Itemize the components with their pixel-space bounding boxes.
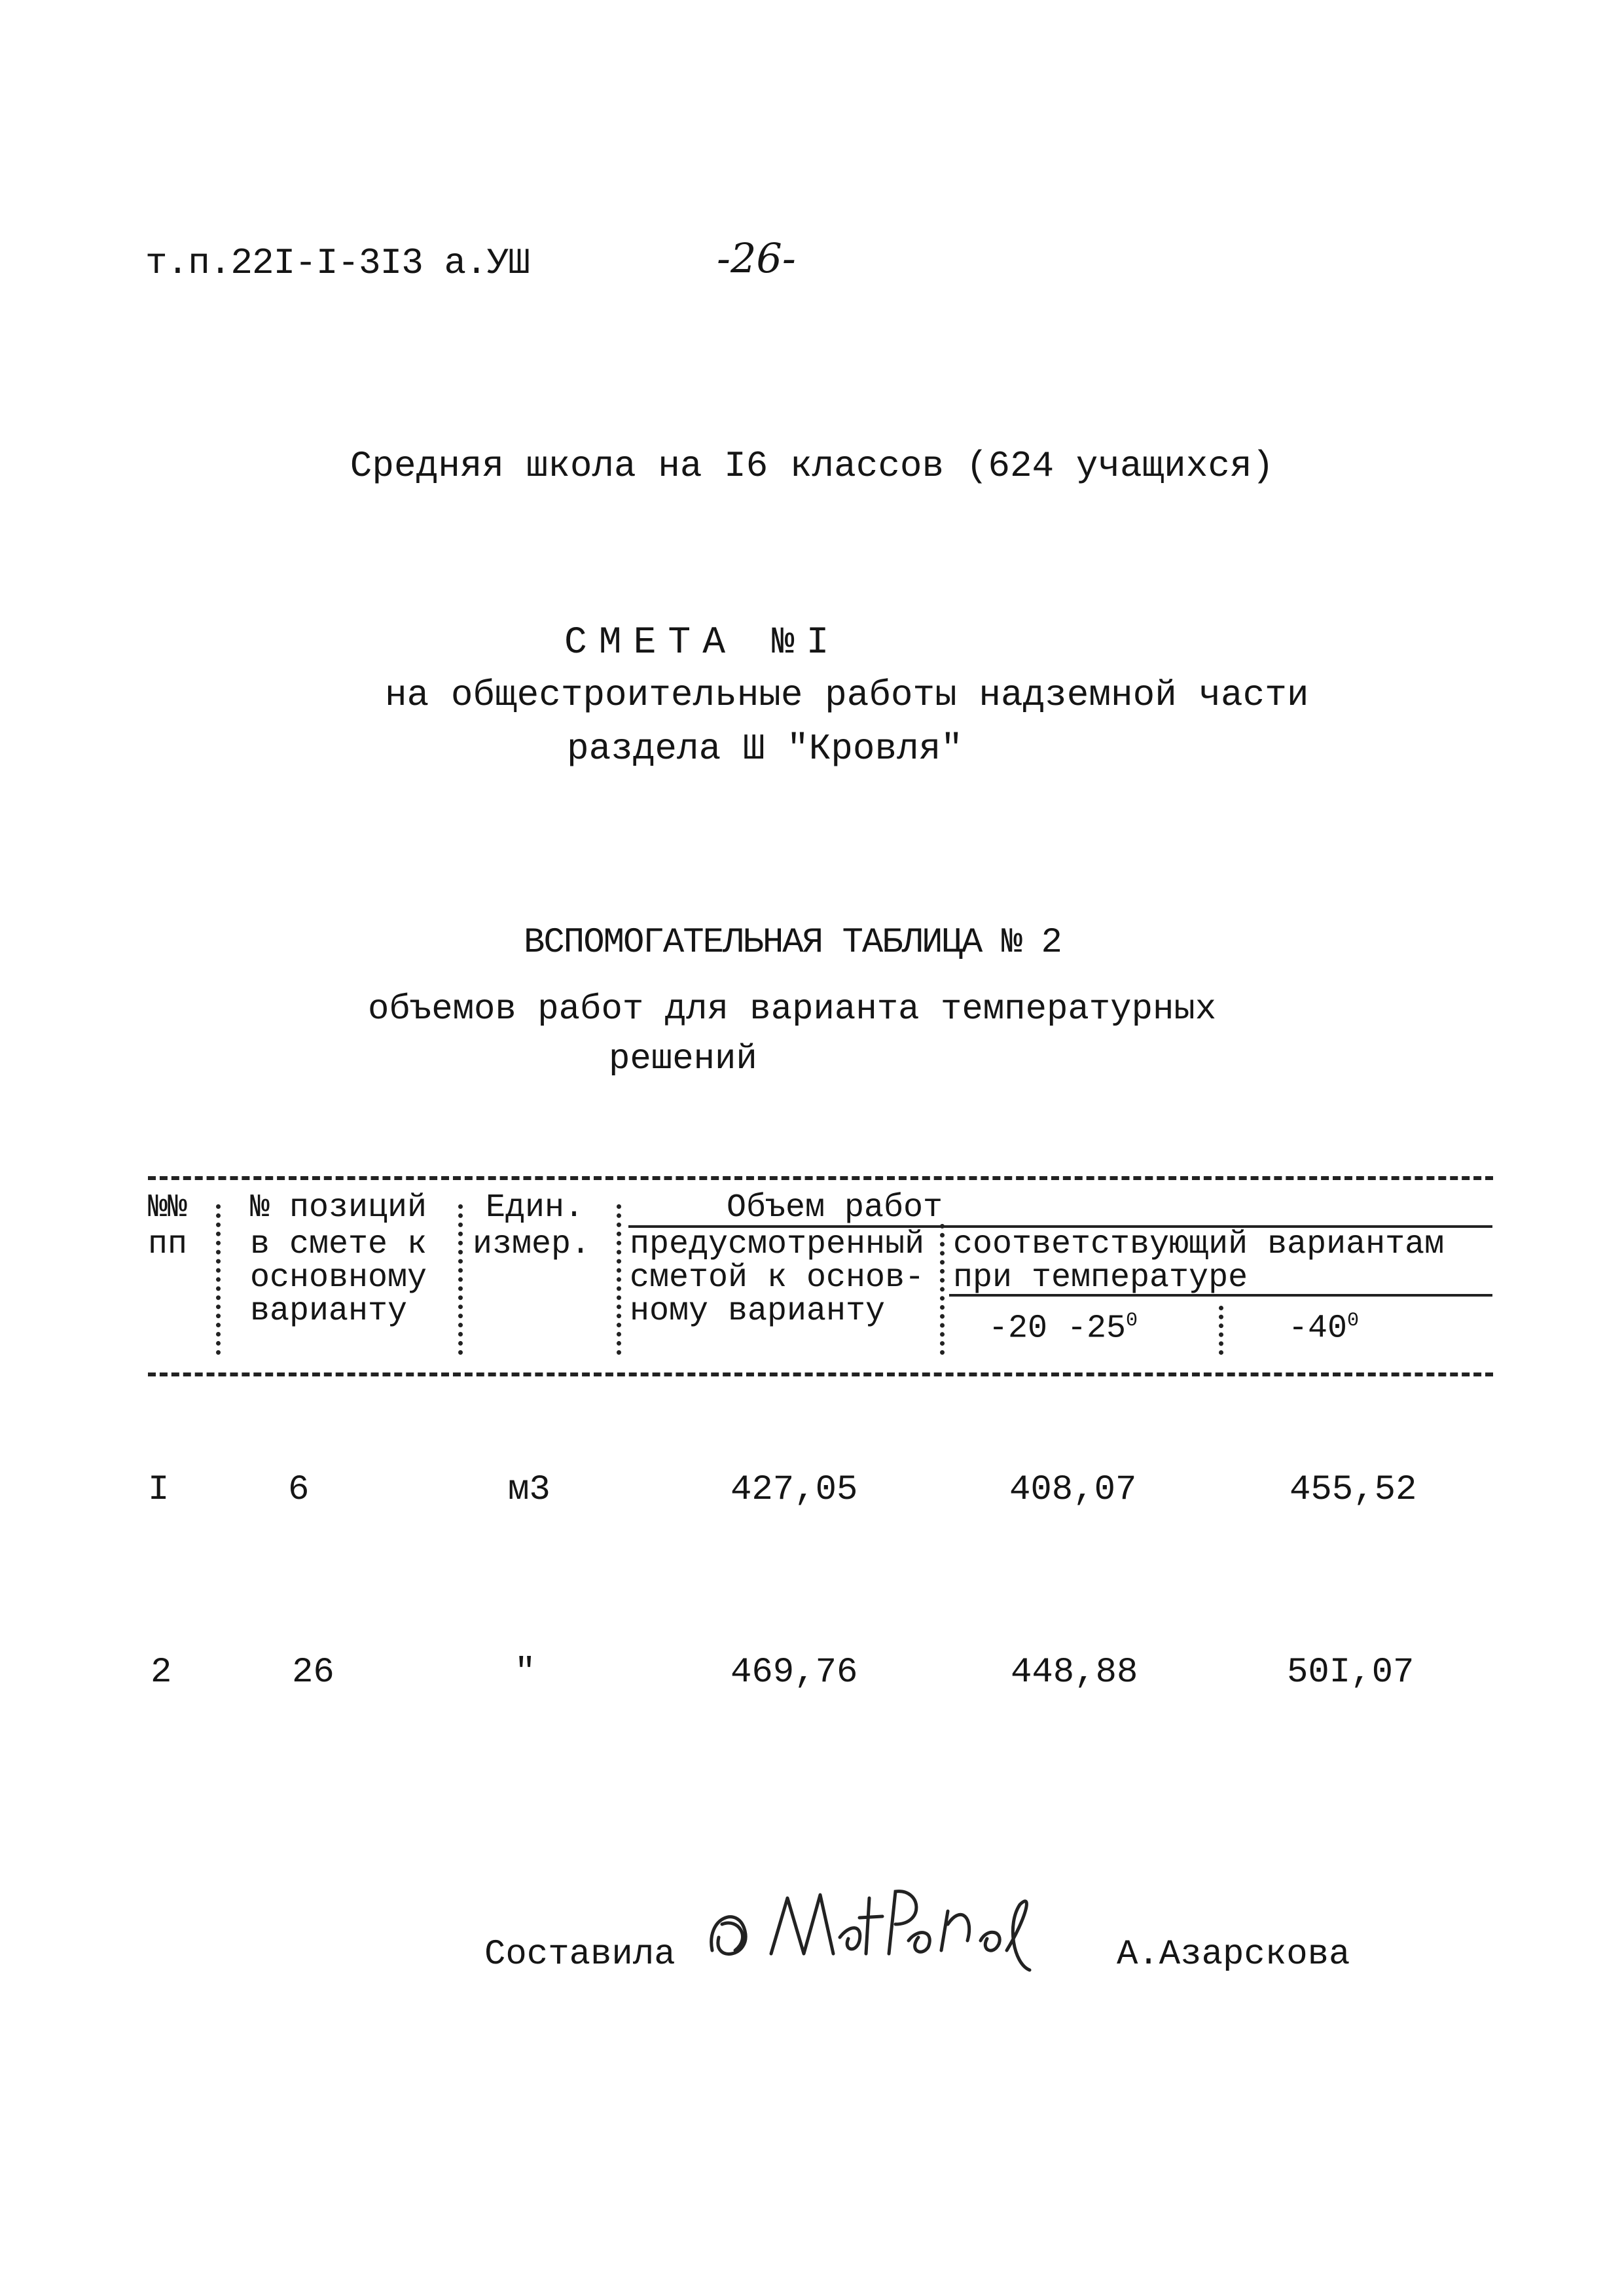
row-volume-20-25: 448,88 [1011, 1653, 1138, 1693]
aux-table-subtitle-line2: решений [609, 1039, 757, 1079]
header-num-line1: №№ [148, 1189, 188, 1227]
compiled-by-label: Составила [484, 1935, 676, 1975]
header-temp-40: $-40^0$ [1288, 1310, 1360, 1348]
row-base-volume: 427,05 [731, 1470, 858, 1510]
row-position: 6 [288, 1470, 310, 1510]
header-num-line2: пп [148, 1226, 188, 1263]
compiler-name: А.Азарскова [1117, 1935, 1350, 1975]
header-variants-line1: соответствующий вариантам [953, 1226, 1445, 1263]
col-separator-4 [940, 1224, 945, 1355]
header-volume-group: Объем работ [727, 1189, 943, 1227]
row-num: I [148, 1470, 170, 1510]
header-temp-20-25: -20 $-25^0$ [988, 1310, 1138, 1348]
smeta-title: СМЕТА №I [564, 622, 841, 664]
aux-table-title: ВСПОМОГАТЕЛЬНАЯ ТАБЛИЦА № 2 [524, 923, 1061, 963]
header-position-line1: № позиций [250, 1189, 427, 1227]
col-separator-1 [216, 1204, 221, 1355]
header-position-line2: в смете к [250, 1226, 427, 1263]
header-unit-line2: измер. [473, 1226, 591, 1263]
header-position-line4: варианту [250, 1293, 408, 1330]
row-num: 2 [151, 1653, 172, 1693]
smeta-subtitle-line1: на общестроительные работы надземной части [385, 674, 1309, 716]
col-separator-3 [617, 1204, 621, 1355]
header-variants-line2: при температуре [953, 1259, 1248, 1297]
col-separator-5 [1219, 1306, 1223, 1355]
header-position-line3: основному [250, 1259, 427, 1297]
header-base-line3: ному варианту [630, 1293, 886, 1330]
smeta-subtitle-line2: раздела Ш "Кровля" [567, 728, 963, 770]
row-position: 26 [292, 1653, 334, 1693]
row-volume-20-25: 408,07 [1009, 1470, 1137, 1510]
row-volume-40: 50I,07 [1287, 1653, 1415, 1693]
aux-table-subtitle-line1: объемов работ для варианта температурных [368, 990, 1217, 1030]
row-base-volume: 469,76 [731, 1653, 858, 1693]
document-code: т.п.22I-I-3I3 а.УШ [145, 242, 530, 284]
header-base-line2: сметой к основ- [630, 1259, 925, 1297]
handwritten-signature [699, 1878, 1039, 1977]
school-title: Средняя школа на I6 классов (624 учащихся) [350, 445, 1274, 487]
table-top-rule [148, 1176, 1493, 1180]
row-unit: м3 [508, 1470, 550, 1510]
table-header-bottom-rule [148, 1372, 1493, 1376]
col-separator-2 [458, 1204, 463, 1355]
row-unit: " [514, 1653, 536, 1693]
header-base-line1: предусмотренный [630, 1226, 925, 1263]
page-number: -26- [717, 234, 796, 282]
row-volume-40: 455,52 [1290, 1470, 1417, 1510]
header-unit-line1: Един. [486, 1189, 585, 1227]
